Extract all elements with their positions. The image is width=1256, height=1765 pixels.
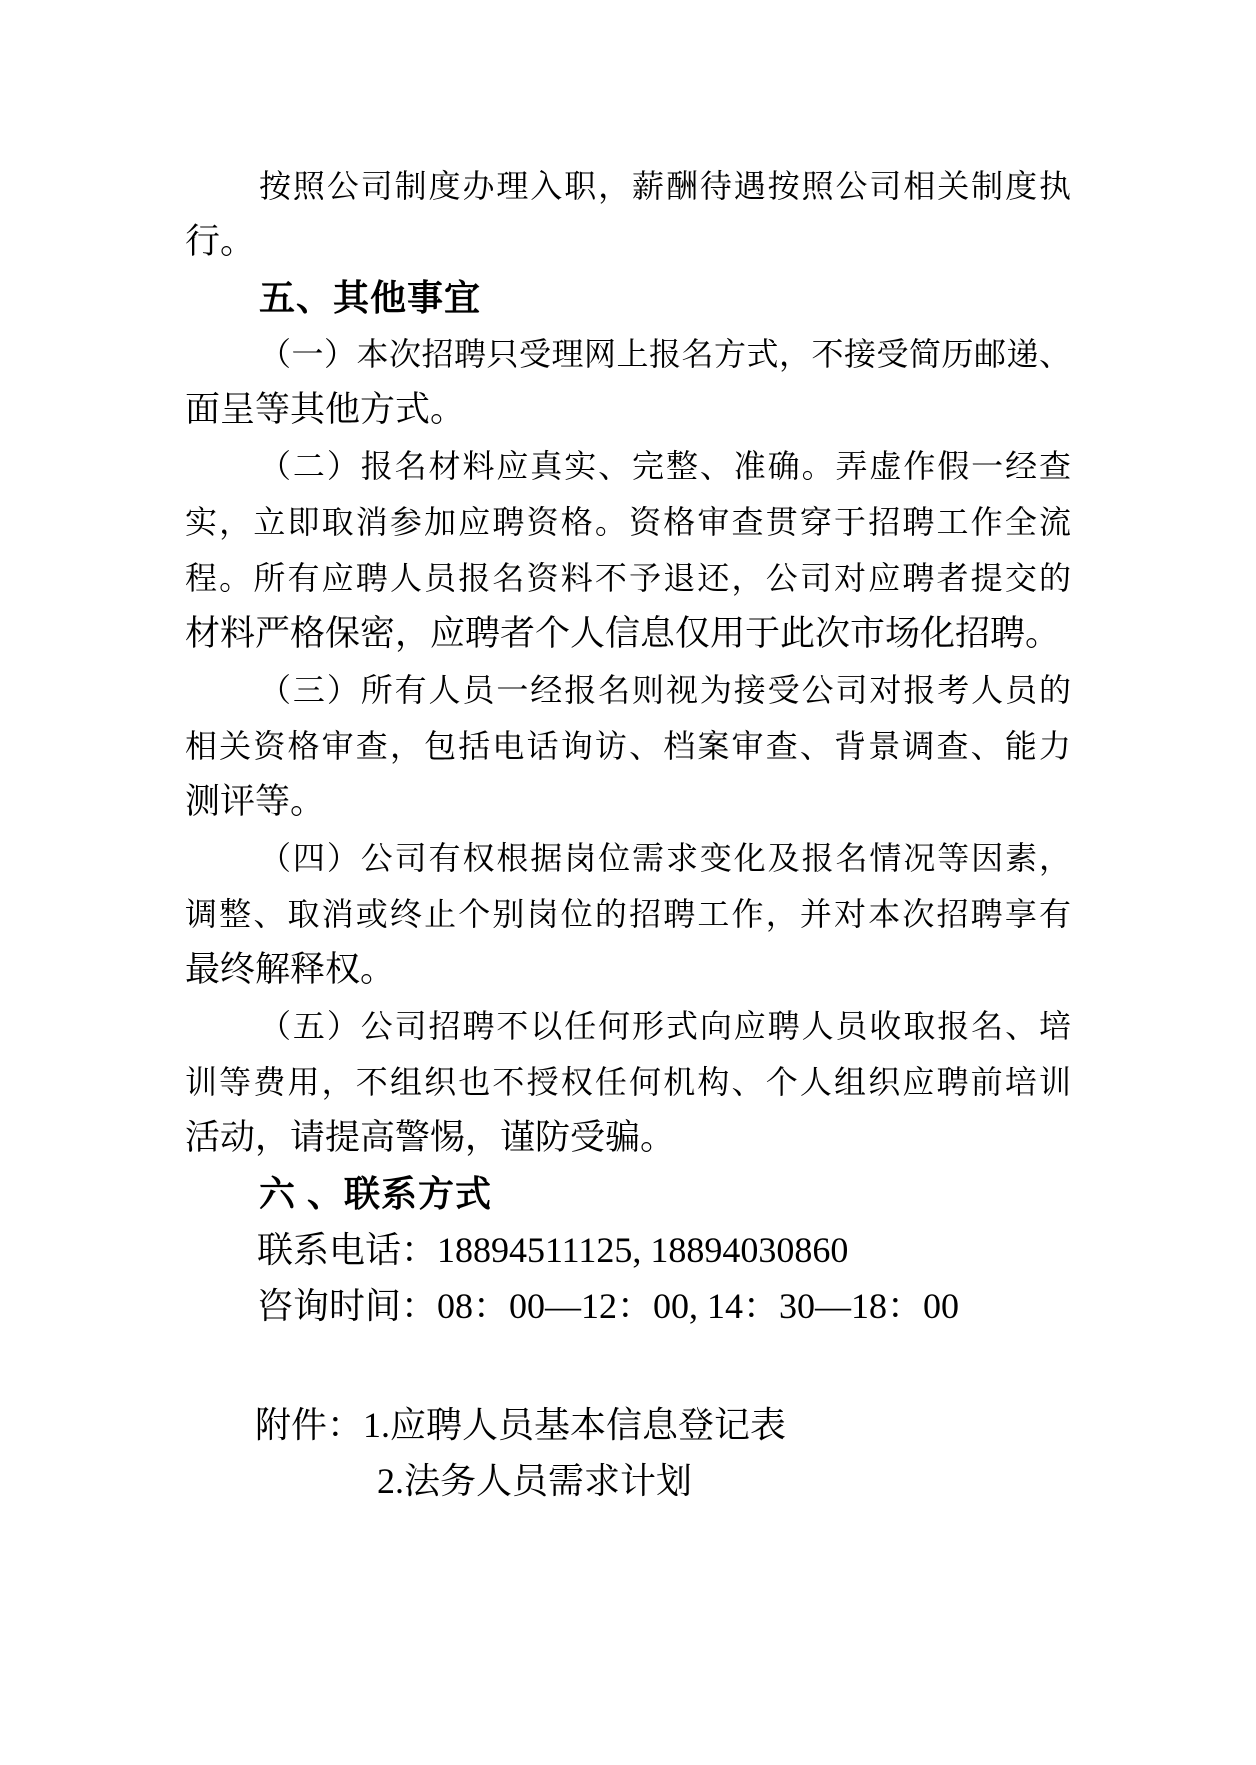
body-line: 调整、取消或终止个别岗位的招聘工作，并对本次招聘享有 (185, 896, 1071, 932)
attachment-item-2: 2.法务人员需求计划 (377, 1461, 693, 1501)
body-line: 最终解释权。 (185, 950, 396, 989)
attachments-label: 附件： (255, 1405, 364, 1445)
contact-time-value: 08：00—12：00, 14：30—18：00 (437, 1286, 960, 1326)
document-content (185, 158, 1071, 1509)
body-line: 测评等。 (185, 782, 326, 821)
body-line: （二）报名材料应真实、完整、准确。弄虚作假一经查 (259, 448, 1071, 484)
body-line: 训等费用，不组织也不授权任何机构、个人组织应聘前培训 (185, 1064, 1071, 1100)
body-line: 程。所有应聘人员报名资料不予退还，公司对应聘者提交的 (185, 560, 1071, 596)
body-line: （三）所有人员一经报名则视为接受公司对报考人员的 (259, 672, 1071, 708)
body-line: 按照公司制度办理入职，薪酬待遇按照公司相关制度执 (259, 168, 1071, 204)
body-line: 面呈等其他方式。 (185, 390, 466, 429)
body-line: 相关资格审查，包括电话询访、档案审查、背景调查、能力 (185, 728, 1071, 764)
contact-time-line (257, 1278, 1071, 1334)
vertical-gap (185, 1334, 1071, 1397)
attachments-line (255, 1397, 1071, 1453)
body-line: 实，立即取消参加应聘资格。资格审查贯穿于招聘工作全流 (185, 504, 1071, 540)
section-heading-six: 六 、联系方式 (259, 1173, 493, 1214)
body-line: 行。 (185, 222, 256, 261)
body-line: 材料严格保密，应聘者个人信息仅用于此次市场化招聘。 (185, 614, 1061, 653)
attachment-item-1: 1.应聘人员基本信息登记表 (363, 1405, 787, 1445)
contact-phone-line (257, 1222, 1071, 1278)
body-line: （四）公司有权根据岗位需求变化及报名情况等因素， (259, 840, 1071, 876)
contact-time-label: 咨询时间： (257, 1286, 438, 1326)
contact-phone-label: 联系电话： (257, 1230, 438, 1270)
body-line: （一）本次招聘只受理网上报名方式，不接受简历邮递、 (259, 336, 1071, 372)
section-heading-five: 五、其他事宜 (259, 277, 482, 318)
contact-phone-value: 18894511125, 18894030860 (437, 1230, 849, 1270)
body-line: 活动，请提高警惕，谨防受骗。 (185, 1118, 676, 1157)
body-line: （五）公司招聘不以任何形式向应聘人员收取报名、培 (259, 1008, 1071, 1044)
